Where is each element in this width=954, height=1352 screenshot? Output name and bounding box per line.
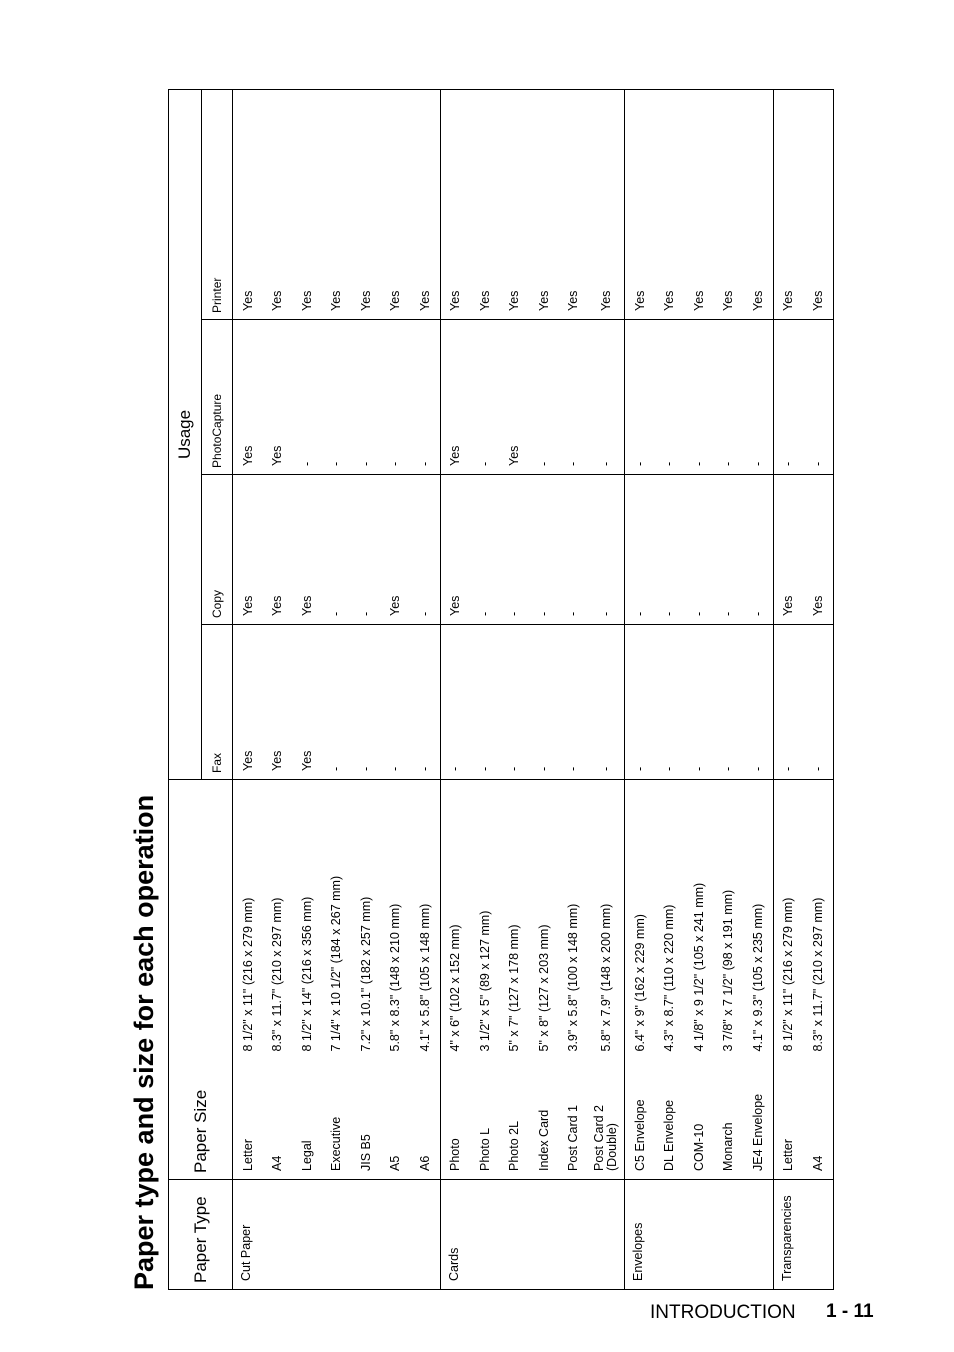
fax-cell: - xyxy=(773,624,803,779)
table-row xyxy=(803,89,833,1289)
paper-type-table xyxy=(168,89,834,1290)
copy-cell: - xyxy=(470,474,500,624)
photocapture-cell: - xyxy=(655,319,685,474)
photocapture-cell: Yes xyxy=(440,319,470,474)
table-row xyxy=(625,89,655,1289)
copy-cell: Yes xyxy=(292,474,322,624)
paper-name-cell: Photo xyxy=(440,1060,470,1180)
table-row xyxy=(440,89,470,1289)
table-row xyxy=(773,89,803,1289)
photocapture-cell: Yes xyxy=(500,319,530,474)
fax-cell: Yes xyxy=(263,624,293,779)
photocapture-cell: - xyxy=(351,319,381,474)
copy-cell: Yes xyxy=(803,474,833,624)
paper-name-cell: DL Envelope xyxy=(662,1099,677,1171)
fax-cell: - xyxy=(684,624,714,779)
copy-cell: - xyxy=(529,474,559,624)
copy-cell: - xyxy=(714,474,744,624)
printer-cell: Yes xyxy=(440,89,470,319)
table-row xyxy=(559,89,589,1289)
copy-cell: - xyxy=(500,474,530,624)
table-row xyxy=(743,89,773,1289)
paper-name-cell: JIS B5 xyxy=(358,1134,373,1171)
paper-name-cell xyxy=(588,1060,625,1180)
photocapture-cell: - xyxy=(773,319,803,474)
header-fax: Fax xyxy=(202,624,233,779)
photocapture-cell: Yes xyxy=(263,319,293,474)
copy-cell: - xyxy=(625,474,655,624)
photocapture-cell: - xyxy=(743,319,773,474)
table-row xyxy=(233,89,263,1289)
printer-cell: Yes xyxy=(559,89,589,319)
photocapture-cell: - xyxy=(470,319,500,474)
printer-cell: Yes xyxy=(803,89,833,319)
footer-page-number: 1 - 11 xyxy=(826,1301,874,1322)
copy-cell: Yes xyxy=(440,474,470,624)
fax-cell: - xyxy=(625,624,655,779)
printer-cell: Yes xyxy=(410,89,440,319)
table-row xyxy=(410,89,440,1289)
header-copy: Copy xyxy=(202,474,233,624)
paper-size-cell: 3 1/2" x 5" (89 x 127 mm) xyxy=(470,779,500,1059)
paper-name: Post Card 2 xyxy=(592,1104,606,1171)
header-paper-size: Paper Size xyxy=(169,779,233,1179)
paper-size-cell: 6.4" x 9" (162 x 229 mm) xyxy=(625,779,655,1059)
fax-cell: - xyxy=(529,624,559,779)
printer-cell: Yes xyxy=(655,89,685,319)
fax-cell: - xyxy=(410,624,440,779)
paper-type-cell: Transparencies xyxy=(773,1180,833,1290)
copy-cell: - xyxy=(655,474,685,624)
photocapture-cell: - xyxy=(292,319,322,474)
paper-size-cell: 8 1/2" x 11" (216 x 279 mm) xyxy=(233,779,263,1059)
paper-name-cell: C5 Envelope xyxy=(625,1060,655,1180)
paper-size-cell: 4.3" x 8.7" (110 x 220 mm) xyxy=(655,779,685,1059)
paper-name-cell: COM-10 xyxy=(691,1123,706,1171)
photocapture-cell: Yes xyxy=(233,319,263,474)
paper-size-cell: 3.9" x 5.8" (100 x 148 mm) xyxy=(559,779,589,1059)
fax-cell: - xyxy=(743,624,773,779)
paper-size-cell: 8.3" x 11.7" (210 x 297 mm) xyxy=(263,779,293,1059)
fax-cell: - xyxy=(470,624,500,779)
page-title: Paper type and size for each operation xyxy=(129,794,159,1290)
paper-name-cell: Executive xyxy=(329,1116,344,1171)
table-row xyxy=(381,89,411,1289)
paper-name-cell: Post Card 1 xyxy=(566,1104,581,1171)
table-row xyxy=(470,89,500,1289)
paper-size-cell: 8.3" x 11.7" (210 x 297 mm) xyxy=(803,779,833,1059)
printer-cell: Yes xyxy=(381,89,411,319)
header-paper-type: Paper Type xyxy=(169,1180,233,1290)
fax-cell: - xyxy=(351,624,381,779)
paper-name-cell: A4 xyxy=(270,1155,285,1171)
table-row xyxy=(714,89,744,1289)
paper-size-cell: 8 1/2" x 11" (216 x 279 mm) xyxy=(773,779,803,1059)
table-row xyxy=(588,89,625,1289)
paper-size-cell: 7 1/4" x 10 1/2" (184 x 267 mm) xyxy=(322,779,352,1059)
paper-size-cell: 5" x 7" (127 x 178 mm) xyxy=(500,779,530,1059)
fax-cell: Yes xyxy=(292,624,322,779)
paper-name-cell: A4 xyxy=(803,1060,833,1180)
table-row xyxy=(322,89,352,1289)
printer-cell: Yes xyxy=(588,89,625,319)
copy-cell: - xyxy=(588,474,625,624)
fax-cell: - xyxy=(655,624,685,779)
paper-name-cell: Legal xyxy=(299,1140,314,1171)
copy-cell: - xyxy=(322,474,352,624)
copy-cell: Yes xyxy=(773,474,803,624)
printer-cell: Yes xyxy=(351,89,381,319)
table-row xyxy=(529,89,559,1289)
paper-name-cell: A6 xyxy=(410,1060,440,1180)
paper-type-cell: Cards xyxy=(440,1180,625,1290)
copy-cell: - xyxy=(743,474,773,624)
printer-cell: Yes xyxy=(529,89,559,319)
paper-size-cell: 5" x 8" (127 x 203 mm) xyxy=(529,779,559,1059)
fax-cell: - xyxy=(803,624,833,779)
printer-cell: Yes xyxy=(233,89,263,319)
printer-cell: Yes xyxy=(263,89,293,319)
paper-size-cell: 5.8" x 8.3" (148 x 210 mm) xyxy=(381,779,411,1059)
photocapture-cell: - xyxy=(529,319,559,474)
copy-cell: - xyxy=(351,474,381,624)
paper-name-cell: JE4 Envelope xyxy=(743,1060,773,1180)
photocapture-cell: - xyxy=(559,319,589,474)
header-photocapture: PhotoCapture xyxy=(202,319,233,474)
fax-cell: - xyxy=(381,624,411,779)
copy-cell: Yes xyxy=(233,474,263,624)
paper-size-cell: 4.1" x 9.3" (105 x 235 mm) xyxy=(743,779,773,1059)
printer-cell: Yes xyxy=(470,89,500,319)
paper-name-cell: Letter xyxy=(773,1060,803,1180)
table-row xyxy=(500,89,530,1289)
paper-size-cell: 4.1" x 5.8" (105 x 148 mm) xyxy=(410,779,440,1059)
photocapture-cell: - xyxy=(322,319,352,474)
copy-cell: - xyxy=(684,474,714,624)
header-printer: Printer xyxy=(202,89,233,319)
fax-cell: - xyxy=(500,624,530,779)
printer-cell: Yes xyxy=(322,89,352,319)
paper-name-cell: Index Card xyxy=(536,1109,551,1171)
printer-cell: Yes xyxy=(292,89,322,319)
copy-cell: - xyxy=(410,474,440,624)
paper-size-cell: 8 1/2" x 14" (216 x 356 mm) xyxy=(292,779,322,1059)
fax-cell: - xyxy=(559,624,589,779)
printer-cell: Yes xyxy=(743,89,773,319)
photocapture-cell: - xyxy=(588,319,625,474)
fax-cell: - xyxy=(714,624,744,779)
paper-name-cell: Photo 2L xyxy=(507,1120,522,1171)
paper-type-cell: Envelopes xyxy=(625,1180,774,1290)
header-usage: Usage xyxy=(169,89,202,779)
paper-type-cell: Cut Paper xyxy=(233,1180,441,1290)
photocapture-cell: - xyxy=(381,319,411,474)
paper-size-cell: 5.8" x 7.9" (148 x 200 mm) xyxy=(588,779,625,1059)
fax-cell: - xyxy=(322,624,352,779)
printer-cell: Yes xyxy=(773,89,803,319)
photocapture-cell: - xyxy=(803,319,833,474)
table-row xyxy=(684,89,714,1289)
paper-size-cell: 3 7/8" x 7 1/2" (98 x 191 mm) xyxy=(714,779,744,1059)
printer-cell: Yes xyxy=(714,89,744,319)
photocapture-cell: - xyxy=(684,319,714,474)
copy-cell: Yes xyxy=(381,474,411,624)
paper-name-cell: A5 xyxy=(388,1155,403,1171)
paper-size-cell: 4 1/8" x 9 1/2" (105 x 241 mm) xyxy=(684,779,714,1059)
table-row xyxy=(351,89,381,1289)
copy-cell: Yes xyxy=(263,474,293,624)
printer-cell: Yes xyxy=(500,89,530,319)
printer-cell: Yes xyxy=(625,89,655,319)
fax-cell: - xyxy=(440,624,470,779)
rotated-page xyxy=(128,90,848,1290)
photocapture-cell: - xyxy=(625,319,655,474)
paper-size-cell: 7.2" x 10.1" (182 x 257 mm) xyxy=(351,779,381,1059)
paper-size-cell: 4" x 6" (102 x 152 mm) xyxy=(440,779,470,1059)
paper-name-note: (Double) xyxy=(605,1123,619,1171)
table-row xyxy=(655,89,685,1289)
paper-name-cell: Photo L xyxy=(477,1127,492,1171)
photocapture-cell: - xyxy=(714,319,744,474)
printer-cell: Yes xyxy=(684,89,714,319)
table-row xyxy=(292,89,322,1289)
paper-name-cell: Monarch xyxy=(721,1122,736,1171)
fax-cell: Yes xyxy=(233,624,263,779)
photocapture-cell: - xyxy=(410,319,440,474)
copy-cell: - xyxy=(559,474,589,624)
fax-cell: - xyxy=(588,624,625,779)
footer-section: INTRODUCTION xyxy=(650,1302,796,1323)
table-row xyxy=(263,89,293,1289)
paper-name-cell: Letter xyxy=(233,1060,263,1180)
